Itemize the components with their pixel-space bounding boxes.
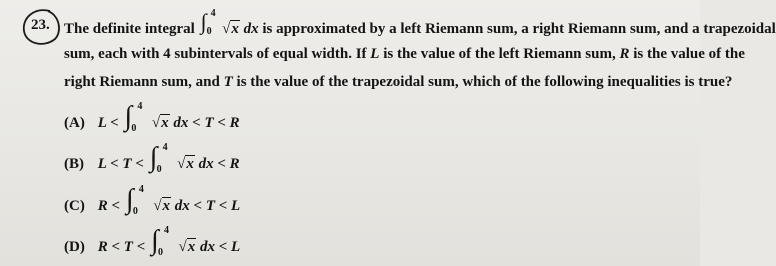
choice-c[interactable]: (C) R < ∫ 4 0 √x dx < T < L: [64, 184, 241, 217]
choice-after: < T < L: [193, 198, 241, 214]
choice-label: (A): [64, 115, 85, 131]
differential: dx: [243, 21, 259, 37]
integral-symbol: ∫ 4 0: [125, 184, 144, 217]
question-line-2-c: is the value of the: [633, 46, 745, 62]
integral-symbol: ∫ 4 0: [200, 8, 216, 37]
integral-symbol: ∫ 4 0: [149, 142, 168, 175]
question-line-1-rest: is approximated by a left Riemann sum, a right Riemann sum, and a trapezoidal: [262, 21, 776, 37]
choice-d[interactable]: (D) R < T < ∫ 4 0 √x dx < L: [64, 225, 241, 258]
question-line-2-b: is the value of the left Riemann sum,: [383, 46, 616, 62]
sqrt-expression: √x: [153, 198, 171, 214]
var-L: L: [370, 46, 380, 62]
question-line-2: [64, 46, 745, 63]
sqrt-expression: √x: [222, 21, 239, 37]
integral-upper-limit: 4: [210, 8, 216, 19]
question-line-3-b: is the value of the trapezoidal sum, which of the following inequalities is true?: [236, 74, 733, 90]
choice-before: L <: [97, 115, 119, 131]
choice-a[interactable]: (A) L < ∫ 4 0 √x dx < T < R: [64, 101, 240, 134]
question-line-2-a: sum, each with 4 subintervals of equal width. If: [64, 46, 367, 62]
choice-label: (D): [64, 239, 85, 255]
var-T: T: [223, 74, 233, 90]
choice-label: (B): [64, 156, 84, 172]
choice-after: < R: [217, 156, 240, 172]
choice-before: R <: [97, 198, 121, 214]
choice-label: (C): [64, 198, 85, 214]
sqrt-expression: √x: [177, 156, 194, 172]
var-R: R: [619, 46, 630, 62]
sqrt-expression: √x: [178, 239, 196, 255]
integral-symbol: ∫ 4 0: [124, 101, 143, 134]
question-line-3-a: right Riemann sum, and: [64, 74, 220, 90]
integral-lower-limit: 0: [206, 26, 212, 37]
choice-before: L < T <: [97, 156, 144, 172]
question-line-1: [64, 8, 776, 38]
sqrt-expression: √x: [151, 115, 169, 131]
choice-after: < L: [218, 239, 241, 255]
choice-after: < T < R: [192, 115, 240, 131]
integral-symbol: ∫ 4 0: [151, 225, 170, 258]
question-number: 23.: [31, 17, 50, 33]
choice-b[interactable]: (B) L < T < ∫ 4 0 √x dx < R: [64, 142, 240, 175]
choice-before: R < T <: [97, 239, 146, 255]
question-line-3: [64, 74, 732, 91]
question-intro: The definite integral: [64, 21, 195, 37]
